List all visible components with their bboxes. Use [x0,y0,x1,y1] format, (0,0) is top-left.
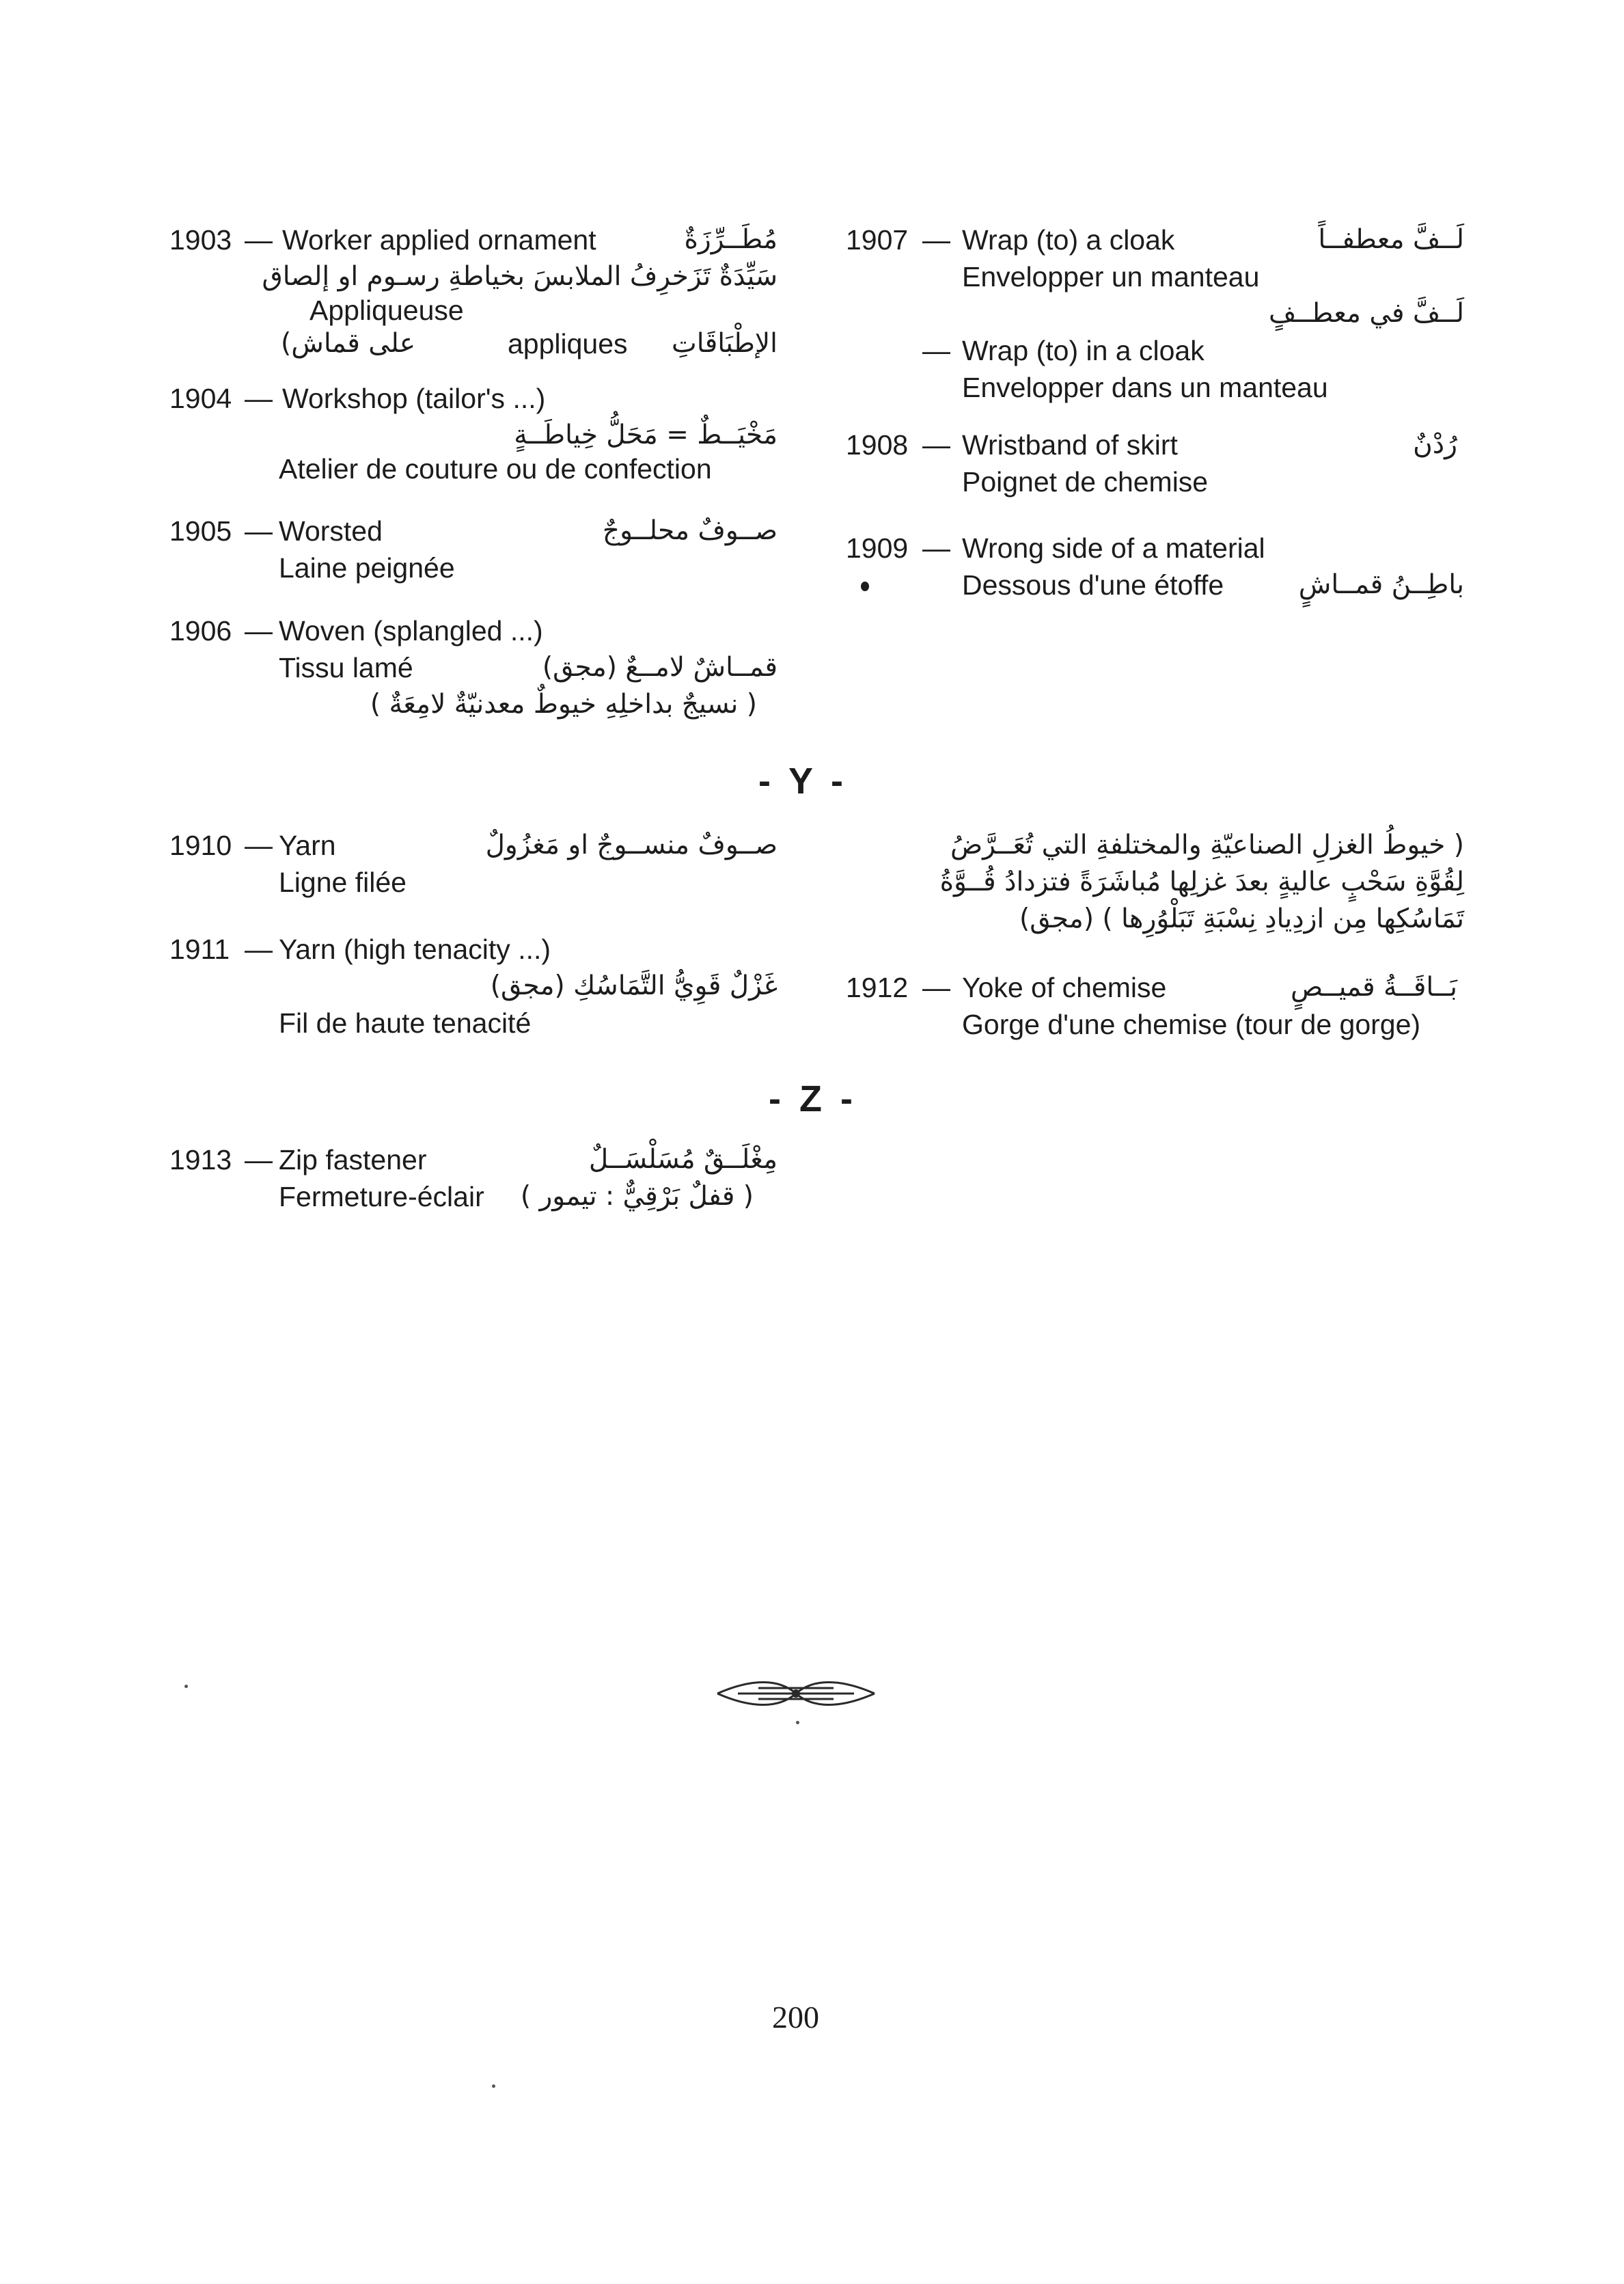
entry-1908 [846,426,1464,500]
entry-french: Poignet de chemise [962,466,1209,498]
entry-english: Worsted [279,515,383,547]
entry-english: Wristband of skirt [962,429,1178,461]
entry-number: 1913 [169,1144,232,1175]
entry-arabic-definition: ( نسيجٌ بداخلِهِ خيوطٌ معدنيّةٌ لامِعَةٌ ) [370,689,757,720]
entry-dash: — [245,934,273,965]
entry-arabic-2: الإطْبَاقَاتِ [671,328,777,359]
page-number: 200 [772,2000,819,2035]
entry-dash: — [922,972,950,1003]
entry-1910 [169,827,784,901]
print-speck [492,2084,495,2088]
entry-number: 1904 [169,383,232,414]
entry-dash: — [245,1144,273,1175]
section-heading-z: - Z - [769,1078,857,1119]
print-speck [184,1685,188,1688]
entry-english: Workshop (tailor's ...) [282,383,546,414]
entry-arabic-definition: سَيِّدَةٌ تَزَخرِفُ الملابسَ بخياطةِ رسـوم او إلصاق [262,261,777,292]
entry-dash: — [922,429,950,461]
entry-dash: — [245,383,273,414]
entry-french: Laine peignée [279,552,455,584]
section-heading-y: - Y - [758,761,848,802]
entry-french: Fermeture-éclair [279,1181,484,1212]
entry-1913 [169,1141,784,1215]
entry-arabic-3: على قماش) [281,328,415,359]
entry-number: 1903 [169,224,232,256]
entry-french-2: Envelopper dans un manteau [962,372,1328,403]
entry-1907 [846,221,1464,406]
entry-dash: — [245,615,273,647]
entry-number: 1911 [169,934,230,965]
entry-number: 1906 [169,615,232,647]
note-line-1: ( خيوطُ الغزلِ الصناعيّةِ والمختلفةِ التي تُعَــرَّضُ [950,830,1464,860]
entry-arabic-term: بَــاقَــةُ قميــصٍ [1291,972,1457,1003]
entry-arabic-term: لَــفَّ معطفــاً [1318,224,1464,255]
entry-english: Yarn [279,830,336,861]
entry-french-2: appliques [508,328,628,359]
entry-arabic-term: صــوفٌ محلــوجٌ [602,515,777,546]
bullet-mark [861,582,869,591]
entry-french: Tissu lamé [279,652,413,683]
entry-1904 [169,380,784,484]
entry-arabic-2: لَــفَّ في معطــفٍ [1269,298,1464,329]
entry-1912 [846,969,1464,1043]
entry-english: Wrap (to) a cloak [962,224,1175,256]
entry-arabic-term: صــوفٌ منســوجٌ او مَغزُولٌ [485,830,777,860]
entry-1906 [169,612,784,723]
arabic-note-1911 [846,827,1464,938]
entry-1909 [846,530,1464,603]
entry-number: 1912 [846,972,909,1003]
entry-number: 1908 [846,429,909,461]
entry-english: Yarn (high tenacity ...) [279,934,551,965]
entry-number: 1905 [169,515,232,547]
entry-french: Appliqueuse [309,295,464,326]
entry-arabic-term: غَزْلٌ قَوِيُّ التَّمَاسُكِ (مجق) [490,970,777,1001]
entry-english: Woven (splangled ...) [279,615,543,647]
entry-french: Gorge d'une chemise (tour de gorge) [962,1009,1421,1040]
note-line-2: لِقُوَّةِ سَحْبٍ عاليةٍ بعدَ غزلِها مُباشَرَةً فتزدادُ قُــوَّةُ [939,867,1464,897]
entry-arabic-term: مَخْيَــطٌ = مَحَلُّ خِياطَــةٍ [514,420,777,450]
entry-arabic-term: رُدْنٌ [1413,429,1457,460]
entry-french: Fil de haute tenacité [279,1007,532,1039]
entry-english: Worker applied ornament [282,224,596,256]
entry-1905 [169,513,784,586]
decorative-ornament [711,1673,881,1714]
entry-english: Wrong side of a material [962,532,1265,564]
ornament-icon [711,1673,881,1714]
entry-1911 [169,931,784,1042]
entry-sub-dash: — [922,335,950,366]
entry-arabic-term: باطِــنُ قمــاشٍ [1298,569,1464,600]
entry-1903 [169,221,784,362]
entry-arabic-term: قمــاشٌ لامــعٌ (مجق) [542,652,777,683]
entry-french: Ligne filée [279,867,407,898]
entry-number: 1909 [846,532,909,564]
entry-arabic-term: مِغْلَــقٌ مُسَلْسَــلٌ [588,1144,777,1175]
entry-english-2: Wrap (to) in a cloak [962,335,1205,366]
entry-english: Zip fastener [279,1144,427,1175]
entry-arabic-term: مُطَــرِّزَةٌ [684,224,777,255]
entry-french: Atelier de couture ou de confection [279,453,712,485]
entry-dash: — [922,224,950,256]
entry-number: 1907 [846,224,909,256]
entry-dash: — [245,224,273,256]
entry-dash: — [245,515,273,547]
entry-french: Envelopper un manteau [962,261,1260,293]
entry-dash: — [245,830,273,861]
entry-dash: — [922,532,950,564]
entry-english: Yoke of chemise [962,972,1167,1003]
entry-arabic-2: ( قفلٌ بَرْقِيٌّ : تيمور ) [520,1181,754,1212]
note-line-3: تَمَاسُكِها مِن ازدِيادِ نِسْبَةِ تَبَلْوُرِها ) (مجق) [1019,903,1464,934]
print-speck [796,1721,799,1724]
entry-french: Dessous d'une étoffe [962,569,1224,601]
entry-number: 1910 [169,830,232,861]
